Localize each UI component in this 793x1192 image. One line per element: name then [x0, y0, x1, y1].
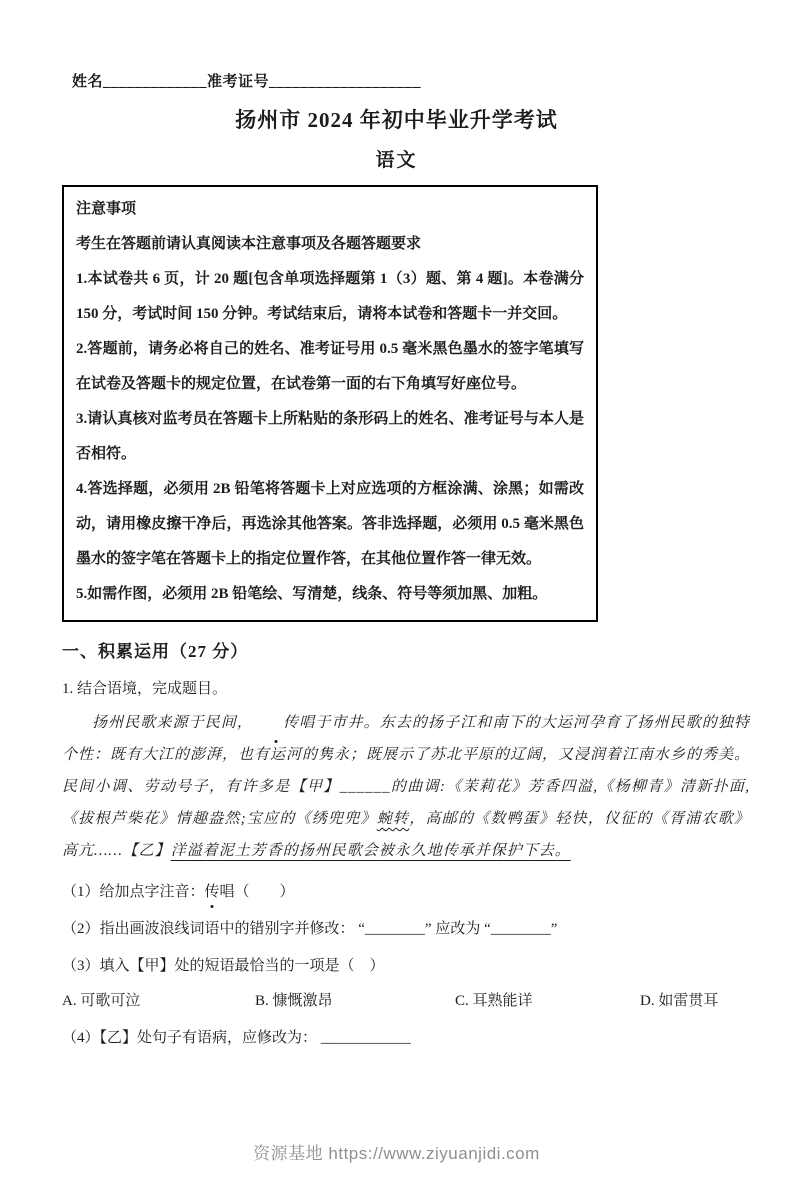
- notice-item-4: 4.答选择题，必须用 2B 铅笔将答题卡上对应选项的方框涂满、涂黑；如需改动，请用橡皮擦干净后，再选涂其他答案。答非选择题，必须用 0.5 毫米黑色墨水的签字笔在答题卡上的指定位置作答，在其他位置作答一律无效。: [76, 481, 584, 567]
- exam-title: 扬州市 2024 年初中毕业升学考试: [235, 108, 558, 132]
- notice-item-1: 1.本试卷共 6 页，计 20 题[包含单项选择题第 1（3）题、第 4 题]。本卷满分 150 分，考试时间 150 分钟。考试结束后，请将本试卷和答题卡一并交回。: [76, 271, 584, 322]
- passage-dotted-char: 传: [253, 707, 299, 739]
- name-label: 姓名: [72, 74, 104, 90]
- ticket-number-blank: ___________________: [269, 74, 422, 90]
- sub-question-1: [62, 880, 793, 904]
- sub-question-4-blank: ____________: [320, 1030, 411, 1046]
- sub-question-3: （3）填入【甲】处的短语最恰当的一项是（ ）: [62, 958, 385, 974]
- option-c: [455, 989, 640, 1013]
- passage-wavy-underlined-word: 蜿转: [376, 811, 410, 827]
- notice-item-3: 3.请认真核对监考员在答题卡上所粘贴的条形码上的姓名、准考证号与本人是否相符。: [76, 411, 584, 462]
- sub-question-2: （2）指出画波浪线词语中的错别字并修改： “________” 应改为 “________”: [62, 921, 558, 937]
- sub-question-1-text: （1）给加点字注音：: [62, 884, 205, 900]
- notice-item-5: 5.如需作图，必须用 2B 铅笔绘、写清楚，线条、符号等须加黑、加粗。: [76, 586, 548, 602]
- name-blank: _____________: [103, 74, 208, 90]
- ticket-number-label: 准考证号: [207, 74, 270, 90]
- option-d-label: D.: [640, 993, 655, 1009]
- footer-site-link[interactable]: 资源基地 https://www.ziyuanjidi.com: [253, 1144, 540, 1163]
- passage-underlined-sentence: 洋溢着泥土芳香的扬州民歌会被永久地传承并保护下去。: [170, 843, 571, 859]
- option-c-label: C.: [455, 993, 469, 1009]
- sub-question-4: [62, 1026, 793, 1050]
- section-1-heading: 一、积累运用（27 分）: [62, 642, 249, 661]
- option-c-text: 耳熟能详: [472, 993, 533, 1009]
- option-d-text: 如雷贯耳: [658, 993, 719, 1009]
- notice-box: [62, 185, 598, 622]
- passage-segment-2: 唱于市井。东去的扬子江和南下的大运河孕育了扬州民歌的独特个性：既有大江的澎湃，也有运河的隽永；既展示了苏北平原的辽阔，又浸润着江南水乡的秀美。民间小调、劳动号子，有许多是【甲】______的曲调:《茉莉花》芳香四溢,《杨柳青》清新扑面,《拔根芦柴花》情趣盎然;宝应的《绣兜兜》: [62, 715, 751, 827]
- option-b-label: B.: [255, 993, 269, 1009]
- choice-options-row: [62, 989, 793, 1013]
- option-b: [255, 989, 455, 1013]
- footer: [0, 1139, 793, 1164]
- option-d: [640, 989, 718, 1013]
- option-a-label: A.: [62, 993, 77, 1009]
- passage-segment-1: 扬州民歌来源于民间，: [92, 715, 254, 731]
- notice-heading: 注意事项: [76, 201, 137, 217]
- reading-passage: [62, 707, 750, 867]
- option-a-text: 可歌可泣: [80, 993, 141, 1009]
- sub-question-4-text: （4）【乙】处句子有语病，应修改为：: [62, 1030, 321, 1046]
- question-1-lead: 1. 结合语境，完成题目。: [62, 681, 228, 697]
- exam-subject: 语文: [375, 150, 418, 171]
- option-b-text: 慷慨激昂: [272, 993, 333, 1009]
- sub-question-1-suffix: 唱（ ）: [219, 884, 295, 900]
- sub-question-1-dotted-char: 传: [205, 880, 220, 904]
- exam-page: [0, 70, 793, 1163]
- notice-subheading: 考生在答题前请认真阅读本注意事项及各题答题要求: [76, 236, 422, 252]
- passage-segment-3: ，高邮的《数鸭蛋》轻快，仪征的《胥浦农歌》高亢……【乙】: [62, 811, 750, 859]
- notice-item-2: 2.答题前，请务必将自己的姓名、准考证号用 0.5 毫米黑色墨水的签字笔填写在试卷及答题卡的规定位置，在试卷第一面的右下角填写好座位号。: [76, 341, 584, 392]
- candidate-info-line: [72, 70, 793, 91]
- option-a: [62, 989, 255, 1013]
